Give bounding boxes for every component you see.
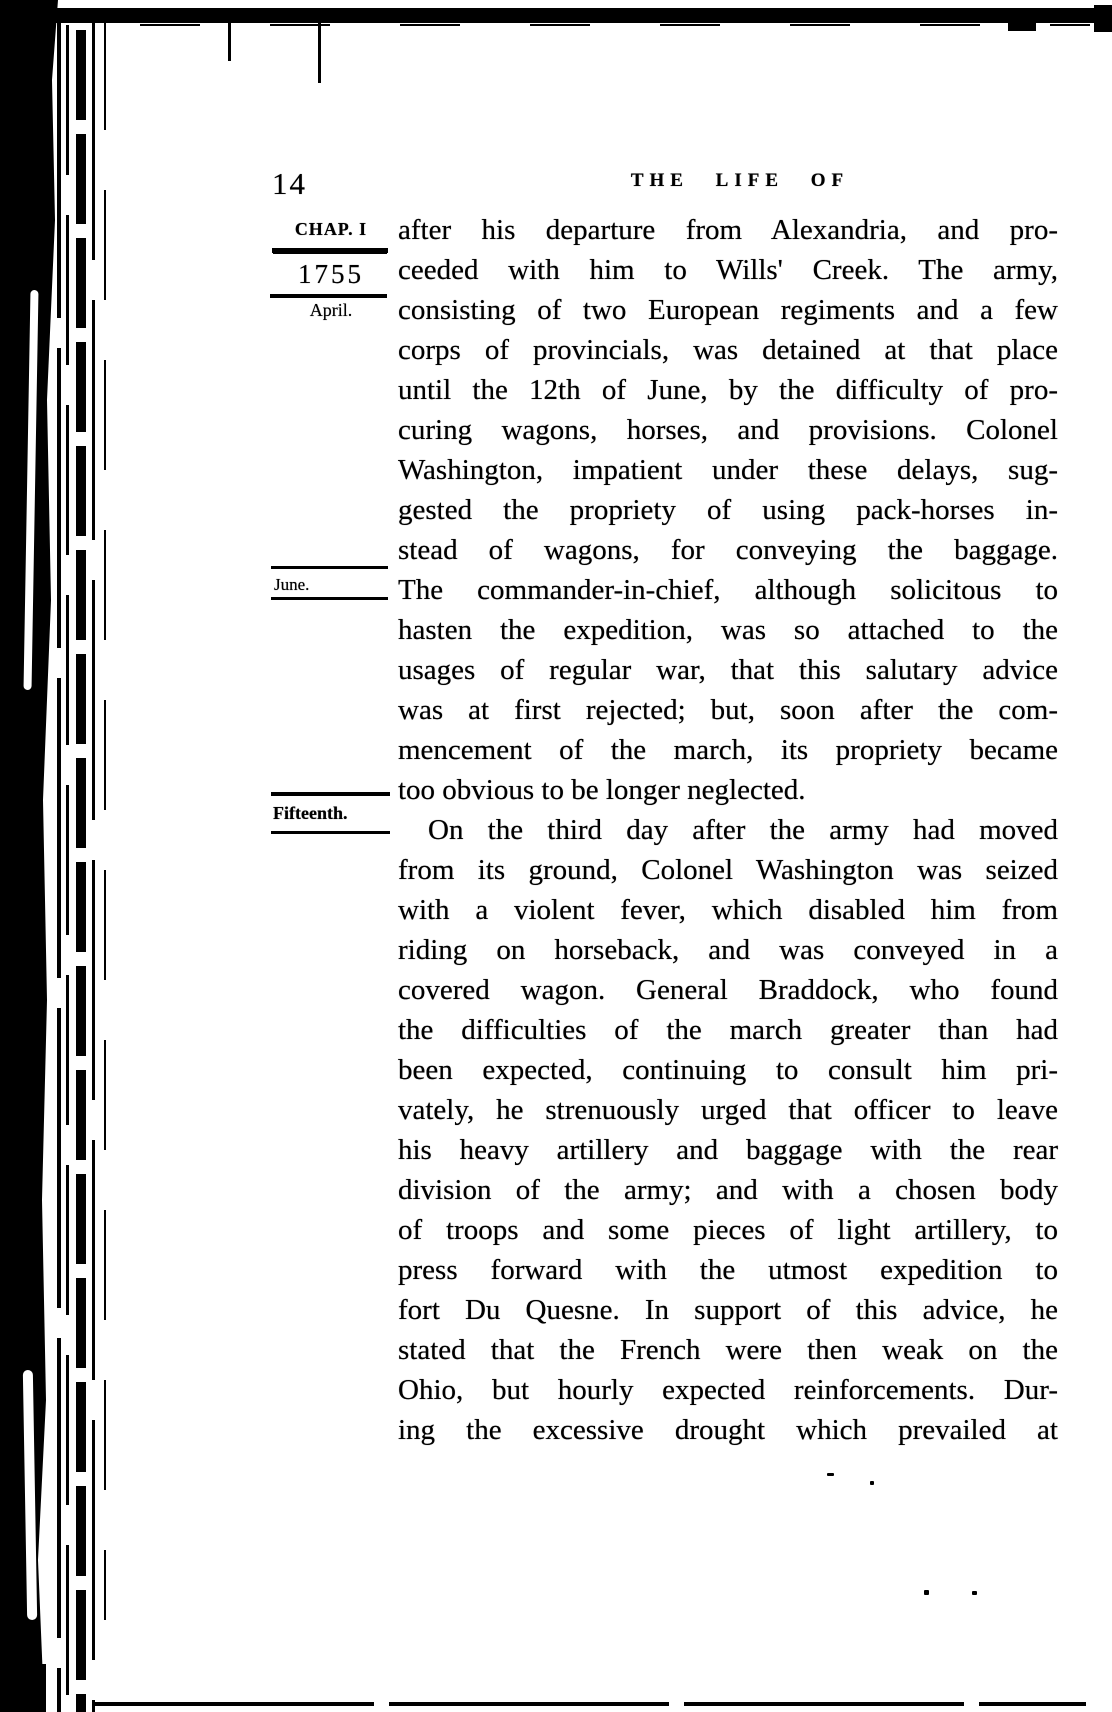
scan-binding-thread bbox=[57, 18, 61, 1712]
margin-note-month: April. bbox=[309, 300, 353, 320]
scan-top-tick bbox=[228, 23, 231, 61]
body-line: fort Du Quesne. In support of this advice, he bbox=[398, 1294, 1058, 1326]
body-line: corps of provincials, was detained at that place bbox=[398, 334, 1058, 366]
body-line: was at first rejected; but, soon after the com- bbox=[398, 694, 1058, 726]
body-line: ing the excessive drought which prevailed at bbox=[398, 1414, 1058, 1446]
body-line: Ohio, but hourly expected reinforcements. Dur- bbox=[398, 1374, 1058, 1406]
margin-note-year: 1755 bbox=[298, 259, 364, 289]
body-line: too obvious to be longer neglected. bbox=[398, 774, 806, 806]
margin-rule bbox=[271, 831, 390, 834]
body-text bbox=[398, 210, 1058, 1450]
body-line: his heavy artillery and baggage with the rear bbox=[398, 1134, 1058, 1166]
margin-rule bbox=[271, 566, 388, 569]
body-line: curing wagons, horses, and provisions. Colonel bbox=[398, 414, 1058, 446]
body-line: division of the army; and with a chosen body bbox=[398, 1174, 1058, 1206]
margin-note-june: June. bbox=[274, 575, 310, 594]
body-line: ceeded with him to Wills' Creek. The army, bbox=[398, 254, 1058, 286]
scan-binding-thread bbox=[104, 20, 106, 1620]
body-line: hasten the expedition, was so attached to the bbox=[398, 614, 1058, 646]
body-line: usages of regular war, that this salutary advice bbox=[398, 654, 1058, 686]
body-line: On the third day after the army had moved bbox=[428, 814, 1058, 846]
body-line: stead of wagons, for conveying the baggage. bbox=[398, 534, 1058, 566]
scan-binding-thread bbox=[66, 25, 69, 1712]
scan-corner-blot bbox=[0, 1664, 46, 1712]
margin-note-chapter: CHAP. I bbox=[294, 219, 368, 239]
scan-top-edge-dashes bbox=[140, 24, 1090, 26]
scan-top-edge-notch bbox=[1094, 5, 1112, 32]
body-line: from its ground, Colonel Washington was seized bbox=[398, 854, 1058, 886]
body-line: mencement of the march, its propriety became bbox=[398, 734, 1058, 766]
scan-speck bbox=[924, 1590, 929, 1595]
scan-bottom-edge-line bbox=[94, 1702, 1086, 1706]
scan-speck bbox=[972, 1591, 977, 1595]
running-header: THE LIFE OF bbox=[630, 170, 850, 191]
body-line: until the 12th of June, by the difficulty of pro- bbox=[398, 374, 1058, 406]
body-line: the difficulties of the march greater than had bbox=[398, 1014, 1058, 1046]
scan-binding-thread bbox=[76, 30, 86, 1712]
body-line: press forward with the utmost expedition to bbox=[398, 1254, 1058, 1286]
body-line: with a violent fever, which disabled him from bbox=[398, 894, 1058, 926]
body-line: stated that the French were then weak on the bbox=[398, 1334, 1058, 1366]
scan-speck bbox=[827, 1473, 834, 1476]
body-line: vately, he strenuously urged that officer to leave bbox=[398, 1094, 1058, 1126]
body-line: of troops and some pieces of light artillery, to bbox=[398, 1214, 1058, 1246]
margin-rule bbox=[270, 294, 387, 298]
scan-top-edge-band bbox=[28, 8, 1112, 23]
body-line: consisting of two European regiments and a few bbox=[398, 294, 1058, 326]
margin-note-fifteenth: Fifteenth. bbox=[273, 803, 348, 823]
margin-rule bbox=[271, 597, 388, 600]
body-line: The commander-in-chief, although solicitous to bbox=[398, 574, 1058, 606]
body-line: after his departure from Alexandria, and pro- bbox=[398, 214, 1058, 246]
page-number: 14 bbox=[272, 166, 307, 201]
body-line: been expected, continuing to consult him pri- bbox=[398, 1054, 1058, 1086]
scan-binding-thread bbox=[92, 20, 95, 1712]
margin-rule bbox=[272, 248, 388, 253]
scan-speck bbox=[870, 1481, 874, 1485]
body-line: riding on horseback, and was conveyed in a bbox=[398, 934, 1058, 966]
body-line: covered wagon. General Braddock, who found bbox=[398, 974, 1058, 1006]
body-line: Washington, impatient under these delays, sug- bbox=[398, 454, 1058, 486]
margin-rule bbox=[271, 792, 390, 796]
scan-top-tick bbox=[318, 23, 321, 83]
body-line: gested the propriety of using pack-horses in- bbox=[398, 494, 1058, 526]
